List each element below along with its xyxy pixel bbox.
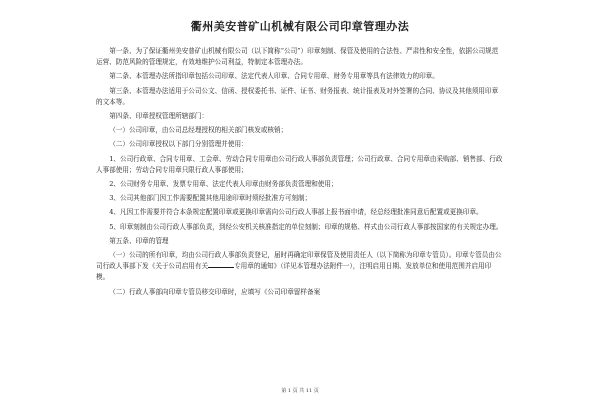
page-footer: 第 1 页 共 11 页 [281, 388, 319, 394]
article-4-sub-1: 1、公司行政章、合同专用章、工会章、劳动合同专用章由公司行政人事部负责管理；公司行政章、合同专用章由采购部、销售部、行政人事部使用；劳动合同专用章只限行政人事部使用； [96, 154, 503, 174]
article-5-item-1-part-a: （一）公司的所有印章，均由公司行政人事部负责登记，届时再确定印章保管及使用责任人（以下简称为印章专管员）。印章专管员由公司行政人事部下发《关于公司启用有关 [96, 251, 502, 271]
article-2: 第二条、本管理办法所指印章包括公司印章、法定代表人印章、合同专用章、财务专用章等具有法律效力的印章。 [109, 72, 439, 81]
article-5-item-1 [96, 250, 504, 284]
article-4-sub-2: 2、公司财务专用章、发票专用章、法定代表人印章由财务部负责管理和使用； [109, 180, 338, 189]
article-4-sub-3: 3、公司其他部门因工作需要配置其他用途印章时须经批准方可刻制； [109, 194, 312, 203]
article-4-sub-5: 5、印章刻制由公司行政人事部负责，到经公安机关核准指定的单位刻制；印章的规格、样式由公司行政人事部按国家的有关规定办理。 [109, 222, 503, 231]
article-5-item-2: （二）行政人事部向印章专管员移交印章时，应填写《公司印章留样备案 [109, 287, 321, 296]
article-4-sub-4: 4、凡因工作需要并符合本条规定配置印章或更换印章需向公司行政人事部上报书面申请，经总经理批准同意后配置或更换印章。 [109, 208, 483, 217]
article-4-heading: 第四条、印章授权管理所辖部门： [109, 112, 209, 121]
fill-in-blank [208, 261, 234, 268]
document-title: 衢州美安普矿山机械有限公司印章管理办法 [190, 20, 410, 33]
article-4-item-2: （二）公司印章授权以下部门分别管理并使用： [109, 140, 248, 149]
article-4-item-1: （一）公司印章，由公司总经理授权的相关部门核发或核销； [109, 126, 288, 135]
article-5-heading: 第五条、印章的管理 [109, 236, 169, 245]
article-5-item-1-part-b: 专用章的通知》（详见本管理办法附件一），注明启用日期、发放单位和使用范围并启用印模。 [96, 262, 492, 282]
article-1: 第一条、为了保证衢州美安普矿山机械有限公司（以下简称“公司”）印章刻制、保管及使用的合法性、严肃性和安全性，依据公司规范运营、防范风险的管理规定，有效地维护公司利益，特制定本管理办法。 [96, 47, 499, 67]
article-3: 第三条、本管理办法适用于公司公文、信函、授权委托书、证件、证书、财务报表、统计报表及对外签署的合同、协议及其他须用印章的文本等。 [96, 86, 499, 106]
